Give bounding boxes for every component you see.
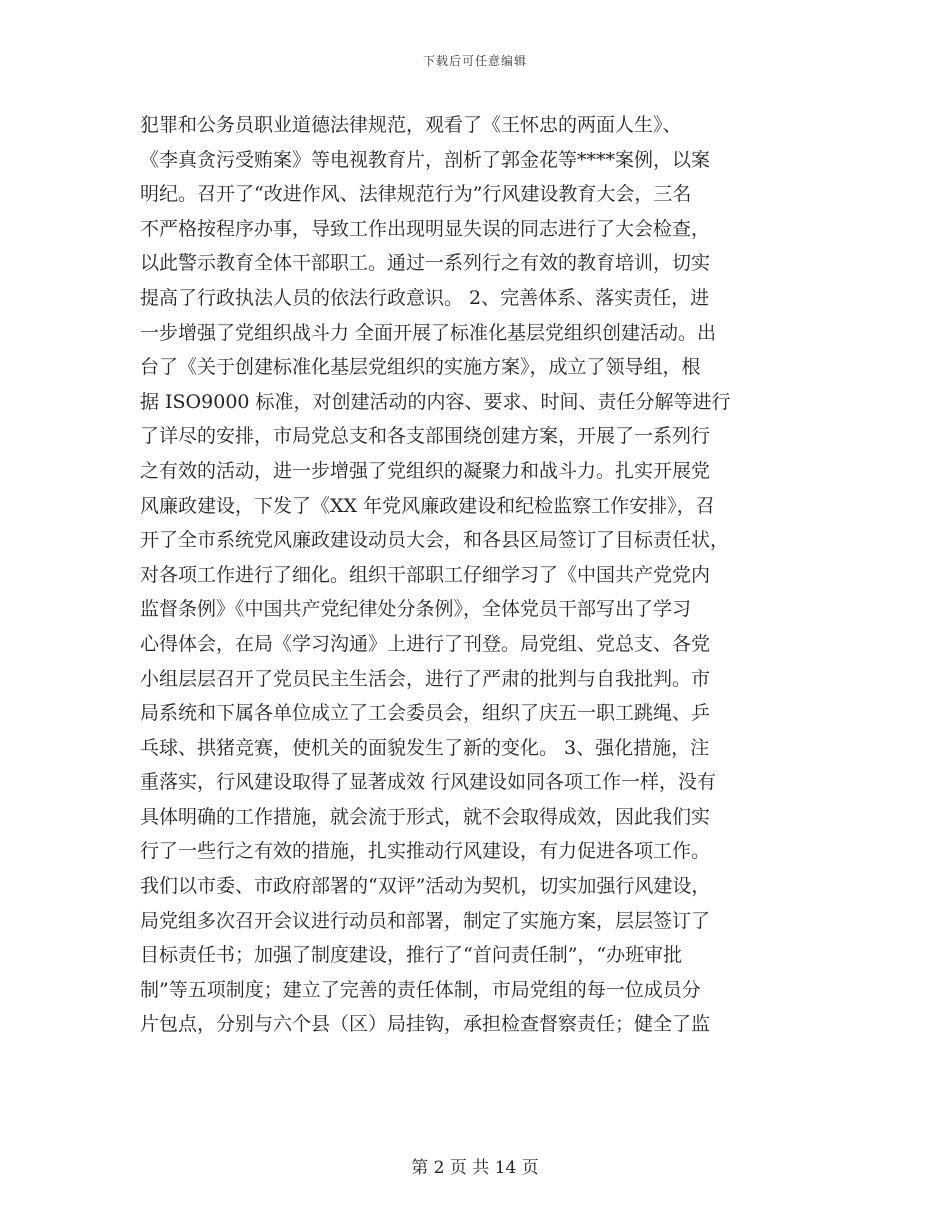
body-line: 据 ISO9000 标准，对创建活动的内容、要求、时间、责任分解等进行 [140, 390, 731, 413]
body-line: 我们以市委、市政府部署的“双评”活动为契机，切实加强行风建设， [140, 875, 711, 898]
body-line: 犯罪和公务员职业道德法律规范，观看了《王怀忠的两面人生》、 [140, 114, 682, 136]
body-line: 明纪。召开了“改进作风、法律规范行为”行风建设教育大会，三名 [140, 183, 692, 206]
body-line: 台了《关于创建标准化基层党组织的实施方案》，成立了领导组，根 [140, 356, 701, 379]
body-line: 具体明确的工作措施，就会流于形式，就不会取得成效，因此我们实 [140, 805, 711, 828]
body-line: 心得体会，在局《学习沟通》上进行了刊登。局党组、党总支、各党 [140, 632, 711, 655]
body-line: 不严格按程序办事，导致工作出现明显失误的同志进行了大会检查， [140, 217, 711, 240]
body-line: 《李真贪污受贿案》等电视教育片，剖析了郭金花等****案例，以案 [140, 148, 711, 171]
body-line: 一步增强了党组织战斗力 全面开展了标准化基层党组织创建活动。出 [140, 321, 717, 344]
body-line: 了详尽的安排，市局党总支和各支部围绕创建方案，开展了一系列行 [140, 425, 711, 448]
body-line: 开了全市系统党风廉政建设动员大会，和各县区局签订了目标责任状， [140, 529, 730, 552]
body-line: 重落实，行风建设取得了显著成效 行风建设如同各项工作一样，没有 [140, 771, 717, 794]
page-header: 下载后可任意编辑 [422, 54, 527, 68]
body-line: 乓球、拱猪竞赛，使机关的面貌发生了新的变化。 3、强化措施，注 [140, 736, 710, 759]
body-line: 提高了行政执法人员的依法行政意识。 2、完善体系、落实责任，进 [140, 286, 710, 309]
body-line: 局系统和下属各单位成立了工会委员会，组织了庆五一职工跳绳、乒 [140, 702, 711, 725]
body-line: 风廉政建设，下发了《XX 年党风廉政建设和纪检监察工作安排》，召 [140, 494, 715, 517]
page-number: 第 2 页 共 14 页 [411, 1158, 539, 1178]
body-line: 以此警示教育全体干部职工。通过一系列行之有效的教育培训，切实 [140, 252, 711, 275]
body-line: 小组层层召开了党员民主生活会，进行了严肃的批判与自我批判。市 [140, 667, 711, 690]
body-line: 局党组多次召开会议进行动员和部署，制定了实施方案，层层签订了 [140, 909, 711, 932]
body-line: 目标责任书；加强了制度建设，推行了“首问责任制”，“办班审批 [140, 944, 683, 967]
body-line: 片包点，分别与六个县（区）局挂钩，承担检查督察责任；健全了监 [140, 1013, 711, 1036]
body-line: 之有效的活动，进一步增强了党组织的凝聚力和战斗力。扎实开展党 [140, 459, 711, 482]
body-line: 对各项工作进行了细化。组织干部职工仔细学习了《中国共产党党内 [140, 563, 711, 586]
body-line: 制”等五项制度；建立了完善的责任体制，市局党组的每一位成员分 [140, 978, 701, 1001]
body-line: 监督条例》《中国共产党纪律处分条例》，全体党员干部写出了学习 [140, 598, 692, 621]
body-line: 行了一些行之有效的措施，扎实推动行风建设，有力促进各项工作。 [140, 840, 711, 863]
document-body [140, 108, 820, 1042]
